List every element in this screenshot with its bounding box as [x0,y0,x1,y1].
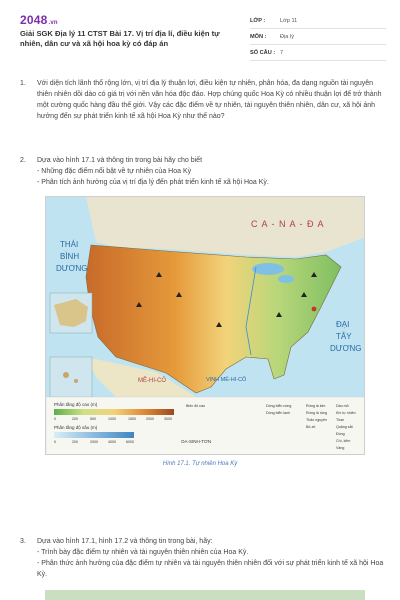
question-3 [20,536,386,580]
depth-tick: 2000 [90,440,98,444]
label-pacific: BÌNH [60,252,80,261]
elevation-tick: 1000 [108,417,116,421]
hawaii-island [74,379,78,383]
meta-key: SỐ CÂU : [250,49,276,56]
legend-item: Than [336,418,345,422]
great-lakes [252,263,284,275]
meta-value: Lớp 11 [280,17,298,24]
depth-tick: 200 [72,440,78,444]
label-gulf: VỊNH MÊ-HI-CÔ [206,377,247,383]
next-figure-preview [45,590,365,600]
legend-item: Quặng sắt [336,425,353,429]
question-number: 1. [20,80,26,87]
meta-key: LỚP : [250,17,266,24]
legend-item: Dòng biển nóng [266,404,292,408]
label-pacific: DƯƠNG [56,264,88,273]
label-canada: C A - N A - Đ A [251,219,325,229]
capital-marker [312,307,317,312]
logo-text: 2048 [20,13,48,27]
legend-item: Dầu mỏ [336,404,349,408]
usa-physical-map [45,196,365,455]
legend-item: Chì, kẽm [336,439,351,443]
question-text: Với diện tích lãnh thổ rộng lớn, vị trí địa lý thuận lợi, điều kiện tự nhiên, phân hóa, đa dạng nguồn tài nguyên thiên nhiên dồi dào có giá trị với nền văn hóa độc đáo. Hợp chúng quốc Hoa Kỳ có nhiều thuận lợi để trở thành một cường quốc hàng đầu thế giới. Vậy các đặc điểm về tự nhiên, tài nguyên thiên nhiên, dân cư, xã hội ảnh hưởng đến sự phát triển kinh tế xã hội Hoa Kỳ như thế nào? [37,80,382,120]
site-logo[interactable] [20,13,58,27]
legend-item: Biên đô cao [186,404,205,408]
question-line: Dựa vào hình 17.1 và thông tin trong bài hãy cho biết [37,157,203,164]
label-mexico: MÊ-HI-CÔ [138,378,166,384]
label-atlantic: DƯƠNG [330,344,362,353]
legend-item: Vàng [336,446,345,450]
question-line: - Những đặc điểm nổi bật về tự nhiên của Hoa Kỳ [37,168,192,175]
label-washington: OA-SINH-TƠN [181,439,212,444]
legend-item: Thảo nguyên [306,418,327,422]
elevation-tick: 500 [90,417,96,421]
meta-value: 7 [280,49,284,56]
legend-item: Khí tự nhiên [336,411,356,415]
great-lakes [278,275,294,283]
question-line: - Phân thức ảnh hưởng của đặc điểm tự nhiên và tài nguyên thiên nhiên đối với sự phát triển kinh tế xã hội Hoa Kỳ. [37,560,384,578]
legend-item: Đồng [336,432,345,436]
elevation-tick: 3000 [164,417,172,421]
depth-tick: 4000 [108,440,116,444]
figure-caption: Hình 17.1. Tự nhiên Hoa Kỳ [162,461,238,467]
question-1 [20,78,386,122]
elevation-tick: 200 [72,417,78,421]
hawaii-inset [50,357,92,397]
question-number: 2. [20,157,26,164]
question-line: Dựa vào hình 17.1, hình 17.2 và thông tin trong bài, hãy: [37,538,213,545]
page-title: Giải SGK Địa lý 11 CTST Bài 17. Vị trí địa lí, điều kiện tự nhiên, dân cư và xã hội hoa kỳ có đáp án [20,29,220,48]
elevation-tick: 1500 [128,417,136,421]
meta-row-class [250,13,386,29]
meta-row-count [250,45,386,61]
label-atlantic: TÂY [336,332,352,341]
hawaii-island [63,372,69,378]
elevation-scale [54,409,174,415]
meta-key: MÔN : [250,33,267,40]
legend-item: Dòng biển lạnh [266,411,291,415]
elevation-tick: 0 [54,417,56,421]
legend-elevation-title: Phân tầng độ cao (m) [54,402,98,407]
legend-item: Rừng lá rộng [306,411,327,415]
legend-item: Bô-xít [306,425,316,429]
label-pacific: THÁI [60,240,79,249]
legend-depth-title: Phân tầng độ sâu (m) [54,425,98,430]
depth-tick: 0 [54,440,56,444]
question-2 [20,155,386,188]
depth-scale [54,432,134,438]
meta-value: Địa lý [280,33,294,40]
question-number: 3. [20,538,26,545]
question-line: - Trình bày đặc điểm tự nhiên và tài nguyên thiên nhiên của Hoa Kỳ. [37,549,249,556]
logo-suffix: .vn [48,20,58,26]
page-header [0,0,400,68]
elevation-tick: 2000 [146,417,154,421]
meta-panel [250,13,386,61]
label-atlantic: ĐẠI [336,320,350,329]
depth-tick: 6000 [126,440,134,444]
meta-row-subject [250,29,386,45]
legend-item: Rừng lá kim [306,404,326,408]
question-line: - Phân tích ảnh hưởng của vị trí địa lý đến phát triển kinh tế xã hội Hoa Kỳ. [37,179,269,186]
